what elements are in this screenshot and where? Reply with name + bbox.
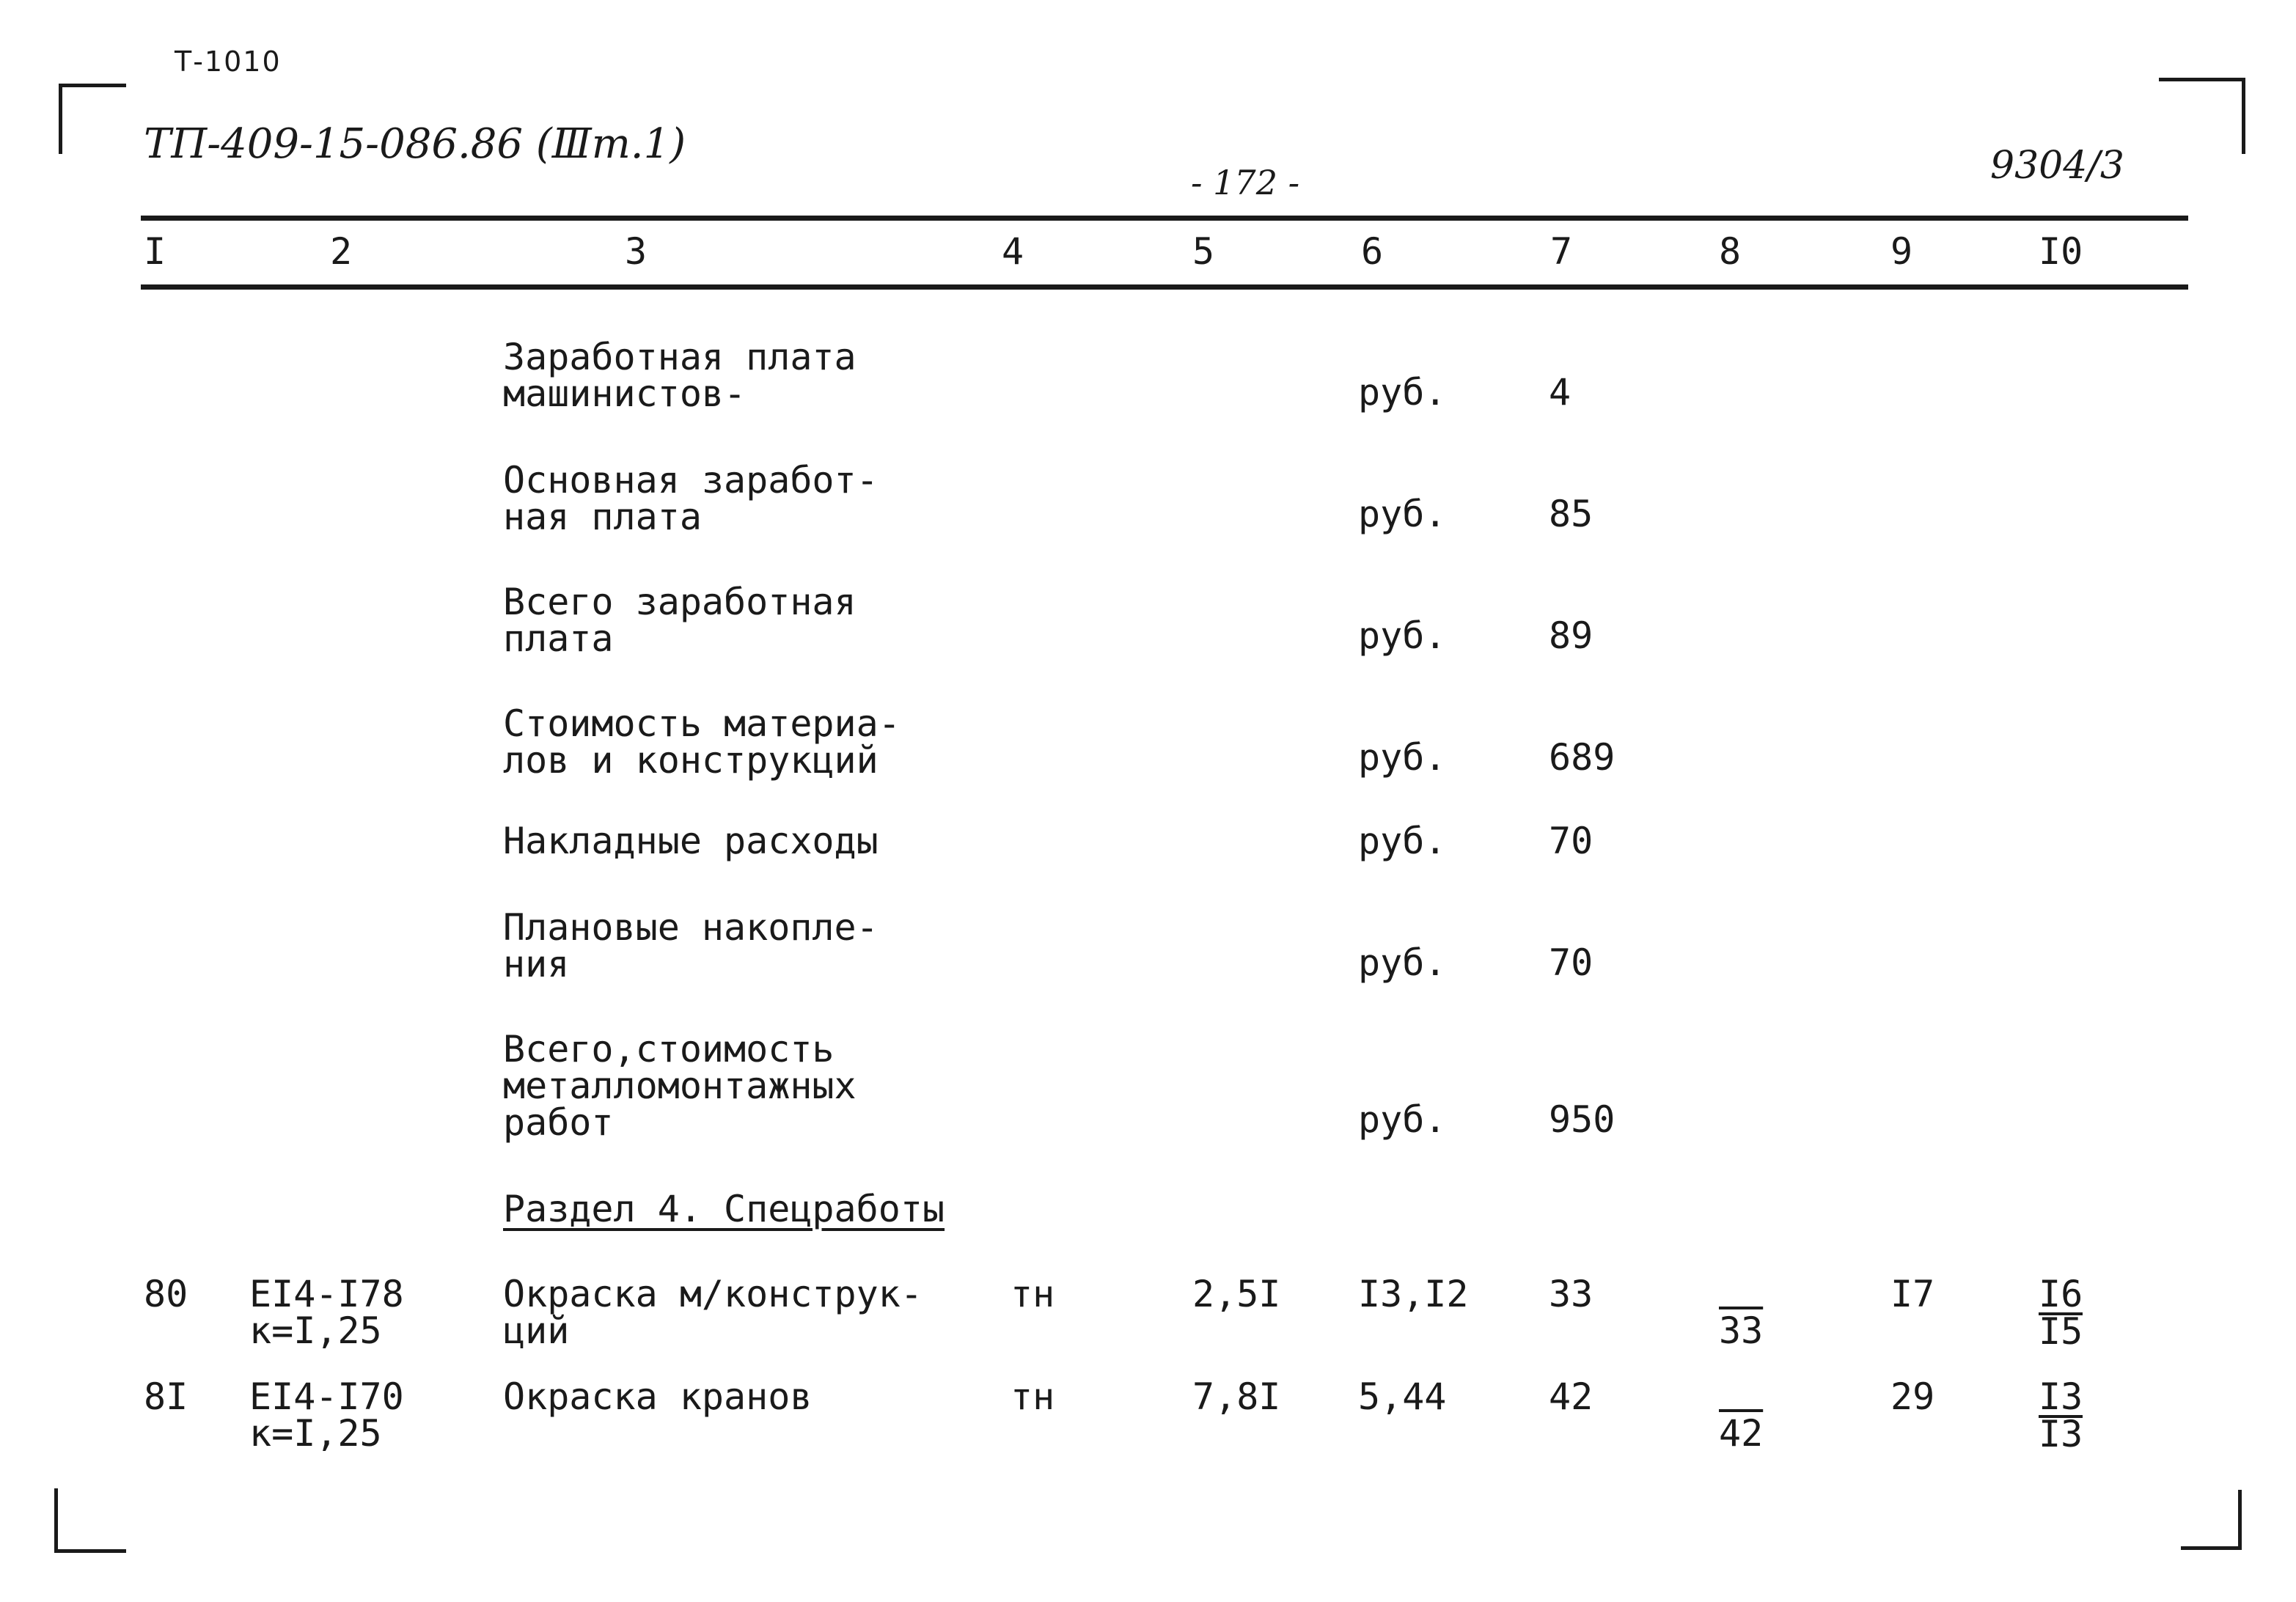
col-header-3: 3 — [625, 230, 648, 273]
item-number: 8I — [144, 1375, 188, 1418]
item-code: EI4-I78 к=I,25 — [249, 1273, 404, 1352]
item-unit-price: 5,44 — [1358, 1375, 1447, 1418]
summary-value: 4 — [1549, 371, 1571, 414]
item-name: Окраска кранов — [503, 1375, 813, 1418]
item-quantity: 7,8I — [1192, 1375, 1281, 1418]
summary-value: 89 — [1549, 614, 1593, 657]
item-quantity: 2,5I — [1192, 1273, 1281, 1315]
item-unit-price: I3,I2 — [1358, 1273, 1469, 1315]
item-col10-bottom: I3 — [2039, 1413, 2083, 1455]
summary-label: Всего заработная плата — [503, 581, 857, 660]
corner-mark-bottom-left-h — [54, 1549, 126, 1553]
item-col10-bottom: I5 — [2039, 1310, 2083, 1353]
col-header-7: 7 — [1550, 230, 1573, 273]
project-code: ТП-409-15-086.86 (Ⅲт.1) — [144, 120, 686, 168]
corner-mark-top-left-v — [59, 84, 62, 154]
summary-label: Основная заработ- ная плата — [503, 459, 879, 538]
item-col9: 29 — [1890, 1375, 1935, 1418]
summary-unit: руб. — [1358, 614, 1447, 657]
corner-mark-top-right-v — [2242, 78, 2245, 154]
page-number: - 172 - — [1191, 163, 1300, 202]
corner-mark-bottom-right-v — [2238, 1490, 2242, 1550]
item-unit: тн — [1011, 1273, 1055, 1315]
summary-value: 950 — [1549, 1098, 1615, 1141]
summary-label: Плановые накопле- ния — [503, 906, 879, 985]
summary-unit: руб. — [1358, 493, 1447, 535]
summary-unit: руб. — [1358, 941, 1447, 984]
item-col8: 42 — [1719, 1412, 1764, 1455]
summary-value: 70 — [1549, 941, 1593, 984]
summary-value: 689 — [1549, 736, 1615, 779]
item-total: 33 — [1549, 1273, 1593, 1315]
summary-label: Стоимость материа- лов и конструкций — [503, 702, 901, 782]
summary-value: 85 — [1549, 493, 1593, 535]
col-header-5: 5 — [1192, 230, 1215, 273]
summary-label: Накладные расходы — [503, 820, 879, 862]
item-code: EI4-I70 к=I,25 — [249, 1375, 404, 1455]
item-total: 42 — [1549, 1375, 1593, 1418]
item-col8: 33 — [1719, 1309, 1764, 1352]
header-bottom-rule — [141, 284, 2188, 290]
summary-unit: руб. — [1358, 371, 1447, 414]
summary-unit: руб. — [1358, 820, 1447, 862]
summary-unit: руб. — [1358, 736, 1447, 779]
header-top-rule — [141, 216, 2188, 221]
sheet-code: Т-1010 — [175, 45, 282, 78]
section-title: Раздел 4. Спецработы — [503, 1188, 945, 1230]
item-number: 80 — [144, 1273, 188, 1315]
corner-mark-bottom-left-v — [54, 1488, 58, 1553]
item-col10-top: I3 — [2039, 1375, 2083, 1418]
col-header-10: I0 — [2039, 230, 2083, 273]
item-name: Окраска м/конструк- ций — [503, 1273, 923, 1352]
col-header-1: I — [144, 230, 166, 273]
col-header-8: 8 — [1719, 230, 1742, 273]
summary-unit: руб. — [1358, 1098, 1447, 1141]
summary-label: Всего,стоимость металломонтажных работ — [503, 1028, 857, 1144]
item-col10-top: I6 — [2039, 1273, 2083, 1315]
summary-label: Заработная плата машинистов- — [503, 336, 857, 415]
item-unit: тн — [1011, 1375, 1055, 1418]
doc-number: 9304/3 — [1990, 144, 2124, 188]
col-header-2: 2 — [330, 230, 353, 273]
item-col9: I7 — [1890, 1273, 1935, 1315]
col-header-4: 4 — [1002, 230, 1024, 273]
corner-mark-bottom-right-h — [2181, 1546, 2242, 1550]
corner-mark-top-right-h — [2159, 78, 2245, 81]
col-header-6: 6 — [1361, 230, 1384, 273]
col-header-9: 9 — [1890, 230, 1913, 273]
summary-value: 70 — [1549, 820, 1593, 862]
corner-mark-top-left-h — [59, 84, 126, 87]
